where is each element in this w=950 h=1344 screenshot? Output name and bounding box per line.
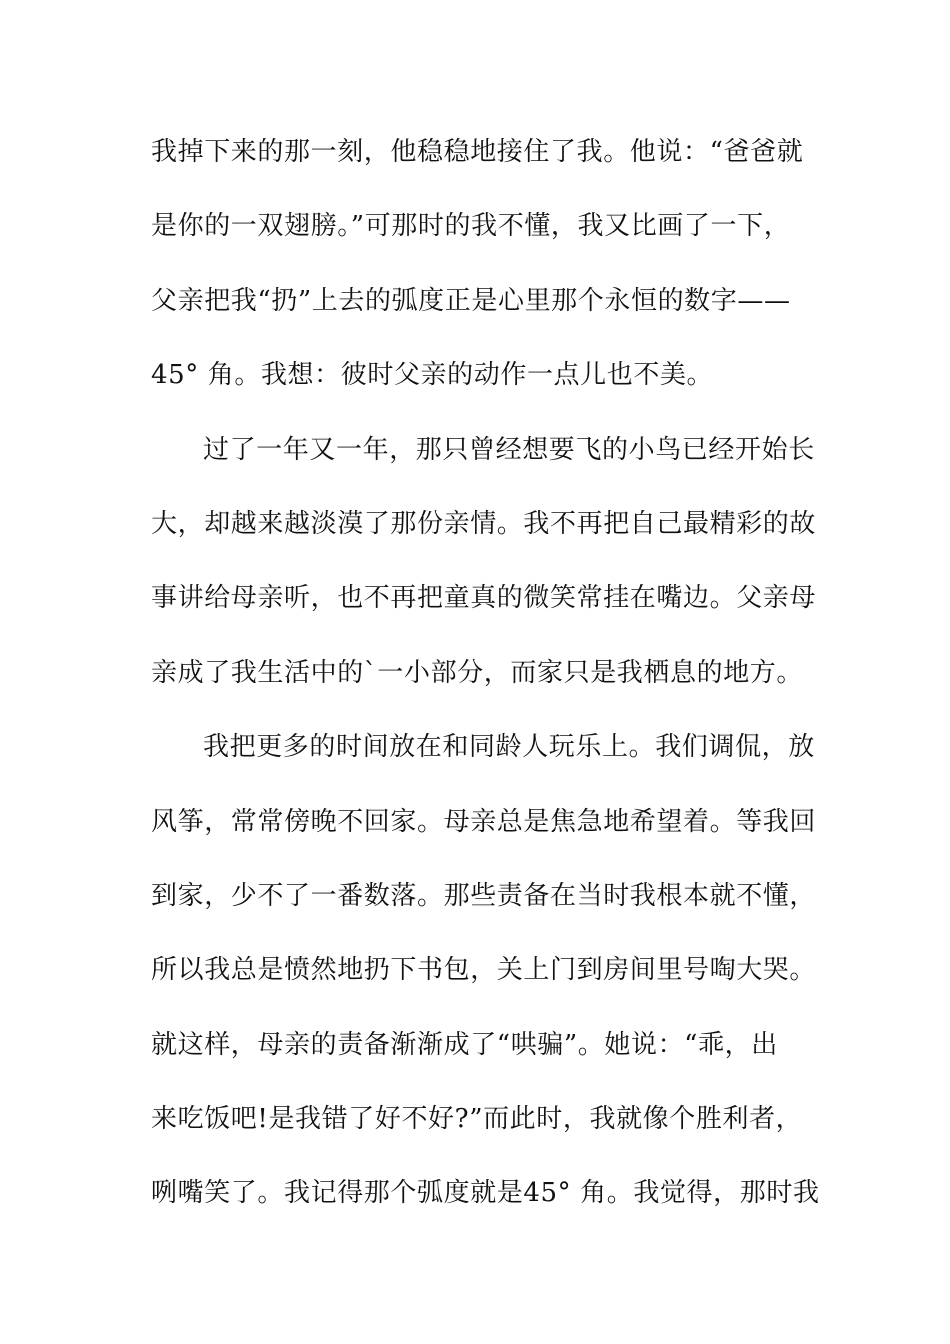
text-line: 来吃饭吧!是我错了好不好?”而此时，我就像个胜利者， [151,1104,803,1135]
essay-body [151,126,820,1242]
text-line: 45° 角。我想：彼时父亲的动作一点儿也不美。 [151,360,714,391]
text-line: 风筝，常常傍晚不回家。母亲总是焦急地希望着。等我回 [151,806,817,837]
paragraph-first-line: 过了一年又一年，那只曾经想要飞的小鸟已经开始长 [203,434,815,465]
text-line: 父亲把我“扔”上去的弧度正是心里那个永恒的数字—— [151,285,791,316]
text-line: 所以我总是愤然地扔下书包，关上门到房间里号啕大哭。 [151,955,817,986]
text-line: 是你的一双翅膀。”可那时的我不懂，我又比画了一下， [151,211,791,242]
text-line: 亲成了我生活中的`一小部分，而家只是我栖息的地方。 [151,657,804,688]
text-line: 就这样，母亲的责备渐渐成了“哄骗”。她说：“乖，出 [151,1029,778,1060]
text-line: 咧嘴笑了。我记得那个弧度就是45° 角。我觉得，那时我 [151,1178,820,1209]
text-line: 事讲给母亲听，也不再把童真的微笑常挂在嘴边。父亲母 [151,583,817,614]
text-line: 我掉下来的那一刻，他稳稳地接住了我。他说：“爸爸就 [151,137,804,167]
text-line: 大，却越来越淡漠了那份亲情。我不再把自己最精彩的故 [151,508,817,539]
paragraph-first-line: 我把更多的时间放在和同龄人玩乐上。我们调侃，放 [203,732,815,763]
text-line: 到家，少不了一番数落。那些责备在当时我根本就不懂， [151,880,817,911]
